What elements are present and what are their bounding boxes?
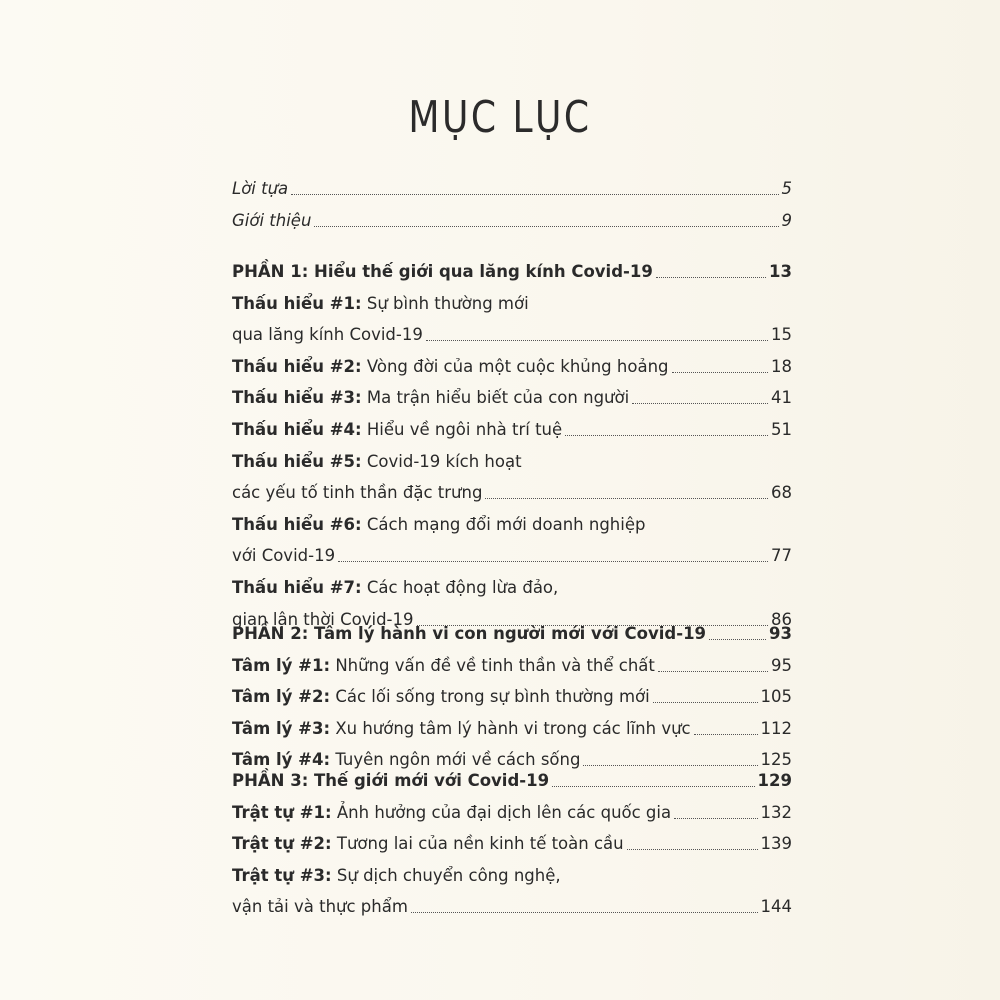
toc-entry [232, 712, 792, 740]
dot-leader [632, 402, 768, 404]
toc-entry-label: Thấu hiểu #3: [232, 388, 362, 408]
toc-entry-first-line [232, 859, 561, 887]
toc-entry-text [232, 833, 624, 855]
toc-entry-text [232, 655, 655, 677]
toc-entry-label: Trật tự #1: [232, 802, 332, 822]
toc-entry-title: Vòng đời của một cuộc khủng hoảng [366, 356, 669, 376]
toc-entry-first-line [232, 445, 522, 473]
dot-leader [485, 497, 768, 499]
toc-entry-title-continued: với Covid-19 [232, 546, 336, 566]
dot-leader [694, 733, 758, 735]
toc-page-number: 51 [771, 420, 792, 439]
toc-entry-text [232, 356, 669, 378]
toc-entry-label: Thấu hiểu #7: [232, 578, 362, 597]
toc-entry [232, 649, 792, 677]
toc-entry-title: Ma trận hiểu biết của con người [366, 388, 630, 408]
toc-page-number: 112 [760, 718, 792, 738]
toc-page-number: 9 [781, 210, 792, 230]
toc-page-number: 129 [757, 771, 792, 790]
toc-page-number: 125 [760, 750, 792, 770]
dot-leader [291, 193, 778, 195]
toc-page-number: 68 [771, 483, 792, 503]
toc-part-heading [232, 617, 792, 645]
toc-entry-title: Lời tựa [232, 179, 289, 198]
part-title: PHẦN 1: Hiểu thế giới qua lăng kính Covid-19 [232, 262, 653, 281]
toc-page-number: 41 [771, 388, 792, 408]
toc-page-number: 77 [771, 546, 792, 566]
toc-page-number: 105 [760, 687, 792, 707]
dot-leader [426, 339, 768, 341]
toc-page-number: 86 [771, 609, 792, 629]
toc-entry-label: Thấu hiểu #1: [232, 293, 362, 313]
toc-page-number: 95 [771, 655, 792, 675]
toc-entry-text [232, 686, 650, 708]
toc-entry-title: Các lối sống trong sự bình thường mới [335, 687, 650, 707]
toc-entry-title: Ảnh hưởng của đại dịch lên các quốc gia [336, 802, 672, 822]
part-title: PHẦN 3: Thế giới mới với Covid-19 [232, 771, 550, 790]
toc-page-number: 13 [769, 262, 792, 281]
toc-entry-text [232, 419, 562, 441]
toc-entry [232, 796, 792, 824]
toc-entry [232, 827, 792, 855]
dot-leader [552, 785, 754, 787]
toc-entry-first-line [232, 571, 558, 599]
dot-leader [411, 911, 758, 913]
toc-entry-label: Thấu hiểu #2: [232, 356, 362, 376]
toc-entry-label: Thấu hiểu #4: [232, 420, 362, 439]
dot-leader [674, 817, 757, 819]
toc-page-number: 5 [781, 179, 792, 198]
toc-entry-title-continued: vận tải và thực phẩm [232, 897, 408, 917]
toc-page-number: 93 [769, 624, 792, 643]
toc-entry-title: Sự bình thường mới [366, 293, 529, 313]
toc-page-number: 132 [760, 802, 792, 822]
toc-entry-title: Các hoạt động lừa đảo, [366, 578, 559, 597]
toc-entry-label: Trật tự #3: [232, 865, 332, 885]
toc-entry-label: Thấu hiểu #6: [232, 514, 362, 534]
toc-page-number: 18 [771, 356, 792, 376]
dot-leader [709, 638, 766, 640]
toc-entry-title: Xu hướng tâm lý hành vi trong các lĩnh vực [335, 718, 691, 738]
toc-entry [232, 680, 792, 708]
toc-entry [232, 381, 792, 409]
toc-entry [232, 318, 792, 346]
dot-leader [627, 848, 758, 850]
toc-entry [232, 539, 792, 567]
dot-leader [338, 560, 768, 562]
toc-part-heading [232, 255, 792, 283]
dot-leader [672, 371, 769, 373]
toc-entry [232, 350, 792, 378]
toc-entry-label: Tâm lý #2: [232, 687, 331, 707]
toc-entry-title: Sự dịch chuyển công nghệ, [336, 865, 561, 885]
toc-entry-label: Tâm lý #4: [232, 750, 331, 770]
dot-leader [314, 225, 778, 227]
toc-entry-first-line [232, 508, 645, 536]
toc-entry-text [232, 718, 691, 740]
toc-entry-title-continued: qua lăng kính Covid-19 [232, 325, 423, 345]
toc-entry-title-continued: các yếu tố tinh thần đặc trưng [232, 483, 483, 503]
page-title: MỤC LỤC [408, 92, 592, 143]
toc-entry-label: Thấu hiểu #5: [232, 451, 362, 471]
toc-page-number: 139 [760, 834, 792, 854]
toc-entry-label: Trật tự #2: [232, 834, 332, 854]
toc-entry-title: Cách mạng đổi mới doanh nghiệp [366, 514, 646, 534]
toc-entry-title: Tương lai của nền kinh tế toàn cầu [336, 834, 624, 854]
toc-entry-title: Giới thiệu [232, 210, 312, 230]
toc-entry-first-line [232, 287, 529, 315]
toc-entry-label: Tâm lý #3: [232, 718, 331, 738]
toc-entry-title: Tuyên ngôn mới về cách sống [335, 750, 581, 770]
toc-entry-title: Những vấn đề về tinh thần và thể chất [335, 655, 655, 675]
toc-page-number: 144 [760, 897, 792, 917]
toc-entry-title: Covid-19 kích hoạt [366, 451, 522, 471]
toc-entry [232, 413, 792, 441]
toc-entry-text [232, 387, 629, 409]
toc-entry-label: Tâm lý #1: [232, 655, 331, 675]
dot-leader [656, 276, 766, 278]
toc-entry-title-continued: gian lận thời Covid-19 [232, 609, 414, 629]
toc-entry [232, 890, 792, 918]
toc-entry-text [232, 802, 671, 824]
toc-entry [232, 476, 792, 504]
toc-front-entry [232, 172, 792, 200]
toc-front-entry [232, 204, 792, 232]
toc-part-heading [232, 764, 792, 792]
toc-page-number: 15 [771, 325, 792, 345]
dot-leader [565, 434, 768, 436]
toc-entry-title: Hiểu về ngôi nhà trí tuệ [366, 420, 563, 439]
dot-leader [658, 670, 768, 672]
dot-leader [653, 701, 758, 703]
part-title: PHẦN 2: Tâm lý hành vi con người mới với Covid-19 [232, 624, 707, 643]
